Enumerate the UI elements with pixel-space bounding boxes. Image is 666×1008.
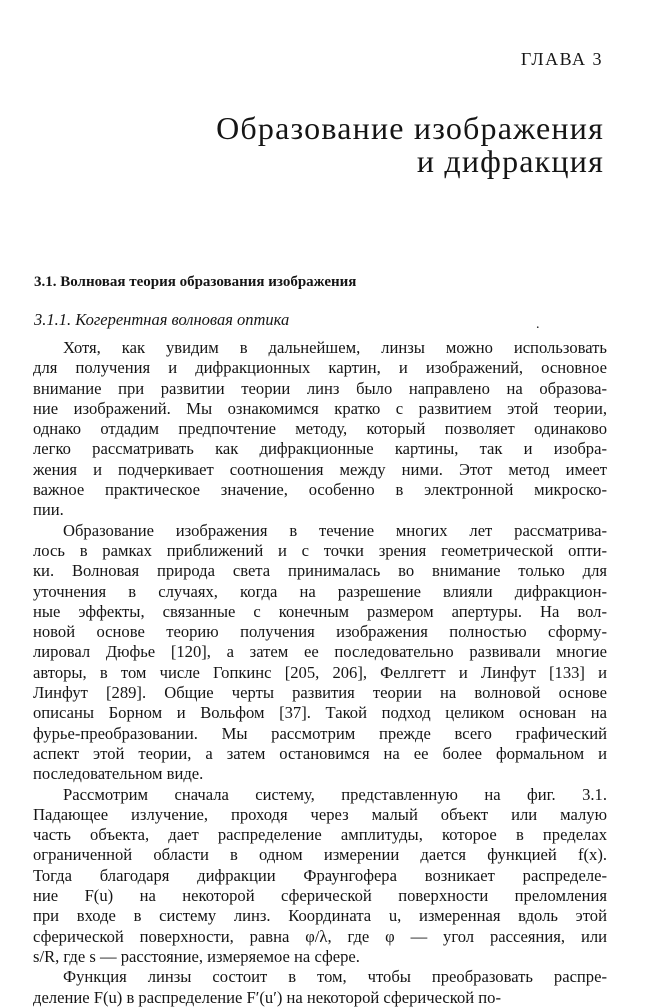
text-line: для получения и дифракционных картин, и изображений, основное [33, 358, 607, 378]
text-line: ные эффекты, связанные с конечным размером апертуры. На вол- [33, 601, 607, 621]
text-line: s/R, где s — расстояние, измеряемое на сфере. [33, 946, 360, 966]
chapter-title [216, 112, 604, 178]
text-line: важное практическое значение, особенно в электронной микроско- [33, 480, 607, 500]
text-line: лировал Дюфье [120], а затем ее последовательно развивали многие [33, 642, 607, 662]
section-heading: 3.1. Волновая теория образования изображения [34, 274, 357, 290]
text-line: Падающее излучение, проходя через малый объект или малую [33, 804, 607, 824]
stray-mark: . [536, 317, 540, 332]
text-line: ки. Волновая природа света принималась во внимание только для [33, 561, 607, 581]
text-line: внимание при развитии теории линз было направлено на образова- [33, 378, 607, 398]
subsection-heading: 3.1.1. Когерентная волновая оптика [34, 310, 290, 329]
text-line: деление F(u) в распределение F′(u′) на некоторой сферической по- [33, 987, 501, 1007]
text-line: Хотя, как увидим в дальнейшем, линзы можно использовать [63, 338, 607, 357]
text-line: часть объекта, дает распределение амплитуды, которое в пределах [33, 825, 607, 845]
text-line: аспект этой теории, а затем остановимся на ее более формальном и [33, 743, 607, 763]
text-line: ограниченной области в одном измерении дается функцией f(x). [33, 845, 607, 865]
text-line: лось в рамках приближений и с точки зрения геометрической опти- [33, 540, 607, 560]
text-line: фурье-преобразовании. Мы рассмотрим прежде всего графический [33, 723, 607, 743]
chapter-title-line: Образование изображения [216, 110, 604, 146]
text-line: при входе в систему линз. Координата u, измеренная вдоль этой [33, 906, 607, 926]
text-line: сферической поверхности, равна φ/λ, где φ — угол рассеяния, или [33, 926, 607, 946]
text-line: Образование изображения в течение многих лет рассматрива- [63, 520, 607, 540]
text-line: последовательном виде. [33, 764, 204, 784]
text-line: ние F(u) на некоторой сферической поверхности преломления [33, 886, 607, 906]
text-line: новой основе теорию получения изображения полностью сформу- [33, 622, 607, 642]
text-line: уточнения в случаях, когда на разрешение влияли дифракцион- [33, 581, 607, 601]
chapter-label: ГЛАВА 3 [520, 49, 603, 69]
body-text [33, 338, 607, 1008]
chapter-title-line: и дифракция [416, 143, 604, 179]
paragraph [33, 785, 607, 968]
text-line: Рассмотрим сначала систему, представленную на фиг. 3.1. [63, 784, 607, 804]
paragraph [33, 338, 607, 521]
text-line: жения и подчеркивает соотношения между ними. Этот метод имеет [33, 459, 607, 479]
paragraph [33, 521, 607, 785]
text-line: Линфут [289]. Общие черты развития теории на волновой основе [33, 683, 607, 703]
text-line: ние изображений. Мы ознакомимся кратко с развитием этой теории, [33, 398, 607, 418]
text-line: описаны Борном и Вольфом [37]. Такой подход целиком основан на [33, 703, 607, 723]
text-line: однако отдадим предпочтение методу, который позволяет одинаково [33, 419, 607, 439]
text-line: легко рассматривать как дифракционные картины, так и изобра- [33, 439, 607, 459]
text-line: Тогда благодаря дифракции Фраунгофера возникает распределе- [33, 865, 607, 885]
paragraph [33, 967, 607, 1008]
text-line: Функция линзы состоит в том, чтобы преобразовать распре- [63, 967, 607, 987]
text-line: авторы, в том числе Гопкинс [205, 206], Феллгетт и Линфут [133] и [33, 662, 607, 682]
text-line: пии. [33, 500, 64, 520]
